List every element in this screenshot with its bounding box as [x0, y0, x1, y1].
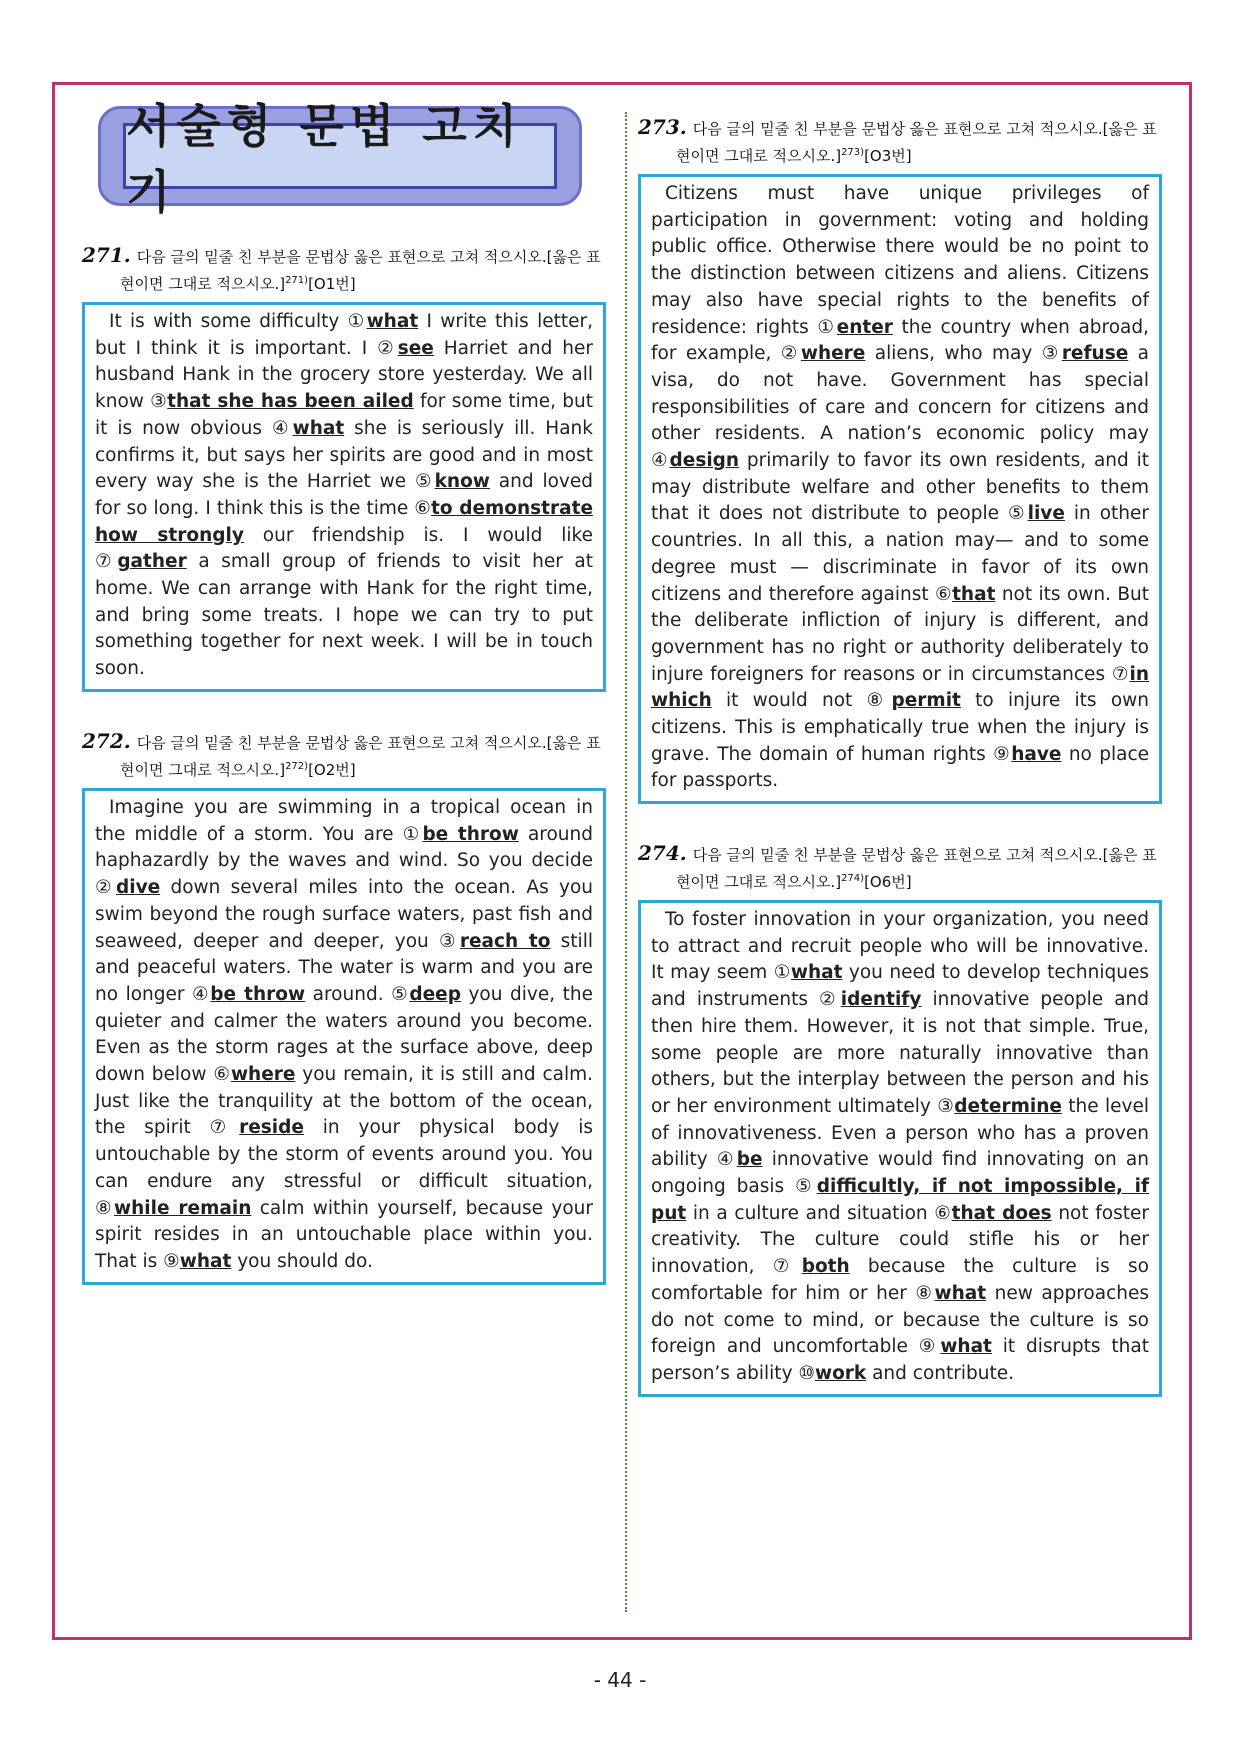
- question-instruction: 다음 글의 밑줄 친 부분을 문법상 옳은 표현으로 고쳐 적으시오.[옳은 표현이면 그대로 적으시오.]: [120, 734, 601, 779]
- passage-segment: new approaches do not come to mind, or because the culture is so foreign and uncomfortable ⑨: [651, 1282, 1149, 1358]
- underlined-expression: where: [800, 343, 866, 365]
- passage-segment: in your physical body is untouchable by the storm of events around you. You can endure any stressful or difficult situation, ⑧: [95, 1117, 593, 1219]
- passage-box: [82, 788, 606, 1285]
- question-272: [82, 730, 606, 1285]
- underlined-expression: be throw: [422, 823, 519, 845]
- underlined-expression: difficultly, if not impossible, if put: [651, 1176, 1149, 1224]
- underlined-expression: what: [292, 417, 345, 439]
- passage-segment: it would not ⑧: [711, 690, 892, 712]
- underlined-expression: see: [397, 337, 434, 359]
- underlined-expression: what: [179, 1250, 232, 1272]
- underlined-expression: that: [952, 583, 996, 605]
- underlined-expression: work: [814, 1362, 867, 1384]
- passage-text: [651, 907, 1149, 1388]
- passage-box: [638, 174, 1162, 804]
- underlined-expression: reach to: [459, 930, 551, 952]
- question-header: [82, 244, 606, 296]
- passage-segment: our friendship is. I would like ⑦: [95, 524, 593, 573]
- question-tag: [O2번]: [308, 761, 356, 779]
- passage-segment: down several miles into the ocean. As you swim beyond the rough surface waters, past fish and seaweed, deeper and deeper, you ③: [95, 877, 593, 952]
- question-instruction: 다음 글의 밑줄 친 부분을 문법상 옳은 표현으로 고쳐 적으시오.[옳은 표현이면 그대로 적으시오.]: [120, 248, 601, 293]
- passage-segment: calm within yourself, because your spirit resides in an untouchable place within you. That is ⑨: [95, 1197, 593, 1272]
- passage-segment: innovative people and then hire them. However, it is not that simple. True, some people are more naturally innovative than others, but the interplay between the person and his or her environment ultimately ③: [651, 989, 1150, 1117]
- question-number: 274.: [638, 841, 687, 865]
- passage-segment: no place for passports.: [651, 743, 1149, 792]
- passage-segment: not its own. But the deliberate infliction of injury is different, and government has no right or authority deliberately to injure foreigners for reasons or in circumstances ⑦: [651, 583, 1150, 685]
- title-banner: [98, 99, 582, 219]
- question-number: 271.: [82, 243, 131, 267]
- passage-segment: in a culture and situation ⑥: [686, 1202, 952, 1224]
- underlined-expression: enter: [836, 316, 893, 338]
- page-title: 서술형 문법 고치기: [123, 123, 557, 189]
- passage-segment: To foster innovation in your organization, you need to attract and recruit people who will be innovative. It may seem ①: [651, 909, 1149, 984]
- underlined-expression: know: [434, 471, 490, 493]
- question-273: [638, 116, 1162, 804]
- passage-segment: innovative would find innovating on an ongoing basis ⑤: [651, 1149, 1149, 1198]
- passage-segment: I write this letter, but I think it is important. I ②: [95, 311, 593, 359]
- question-header: [82, 730, 606, 782]
- underlined-expression: determine: [954, 1095, 1062, 1117]
- passage-box: [638, 900, 1162, 1397]
- passage-box: [82, 302, 606, 692]
- underlined-expression: reside: [239, 1117, 304, 1139]
- passage-segment: primarily to favor its own residents, and it may distribute welfare and other benefits to them that it does not distribute to people ⑤: [651, 450, 1149, 525]
- page-number: - 44 -: [593, 1668, 647, 1692]
- passage-segment: it disrupts that person’s ability ⑩: [651, 1336, 1149, 1384]
- passage-segment: Harriet and her husband Hank in the grocery store yesterday. We all know ③: [95, 337, 593, 413]
- underlined-expression: refuse: [1061, 343, 1129, 365]
- question-271: [82, 244, 606, 692]
- question-number: 273.: [638, 115, 687, 139]
- passage-segment: you dive, the quieter and calmer the waters around you become. Even as the storm rages at the surface above, deep down below ⑥: [95, 983, 594, 1086]
- passage-segment: Imagine you are swimming in a tropical ocean in the middle of a storm. You are ①: [95, 797, 593, 845]
- passage-text: [95, 795, 593, 1276]
- underlined-expression: while remain: [114, 1197, 252, 1219]
- passage-segment: you should do.: [231, 1250, 373, 1272]
- passage-segment: still and peaceful waters. The water is warm and you are no longer ④: [95, 930, 593, 1005]
- underlined-expression: deep: [409, 983, 461, 1005]
- underlined-expression: that she has been ailed: [167, 391, 414, 413]
- underlined-expression: what: [366, 311, 419, 332]
- passage-segment: to injure its own citizens. This is emphatically true when the injury is grave. The domain of human rights ⑨: [651, 690, 1149, 765]
- passage-segment: and loved for so long. I think this is the time ⑥: [95, 471, 593, 519]
- passage-segment: you need to develop techniques and instruments ②: [651, 962, 1149, 1011]
- question-header: [638, 842, 1162, 894]
- passage-segment: around haphazardly by the waves and wind. So you decide ②: [95, 823, 593, 899]
- underlined-expression: have: [1011, 743, 1062, 765]
- passage-segment: for some time, but it is now obvious ④: [95, 391, 593, 439]
- passage-segment: the country when abroad, for example, ②: [651, 316, 1150, 365]
- question-274: [638, 842, 1162, 1397]
- underlined-expression: identify: [840, 989, 922, 1011]
- question-tag: [O6번]: [864, 873, 912, 891]
- question-instruction: 다음 글의 밑줄 친 부분을 문법상 옳은 표현으로 고쳐 적으시오.[옳은 표현이면 그대로 적으시오.]: [676, 846, 1157, 891]
- question-tag: [O1번]: [308, 275, 356, 293]
- passage-segment: a small group of friends to visit her at home. We can arrange with Hank for the right time, and bring some treats. I hope we can try to put something together for next week. I will be in touch soon.: [95, 551, 594, 680]
- footnote-ref: 271): [285, 275, 309, 286]
- passage-segment: the level of innovativeness. Even a person who has a proven ability ④: [651, 1095, 1150, 1171]
- passage-segment: a visa, do not have. Government has special responsibilities of care and concern for citizens and other residents. A nation’s economic policy may ④: [651, 343, 1150, 472]
- underlined-expression: to demonstrate how strongly: [95, 497, 594, 546]
- underlined-expression: dive: [115, 877, 161, 899]
- passage-segment: It is with some difficulty ①: [109, 311, 367, 332]
- passage-segment: in other countries. In all this, a nation may— and to some degree must — discriminate in favor of its own citizens and therefore against ⑥: [651, 503, 1149, 605]
- underlined-expression: live: [1027, 503, 1065, 525]
- underlined-expression: what: [940, 1336, 992, 1358]
- underlined-expression: that does: [951, 1202, 1052, 1224]
- passage-segment: because the culture is so comfortable for him or her ⑧: [651, 1256, 1149, 1304]
- passage-text: [651, 181, 1149, 795]
- underlined-expression: permit: [891, 690, 961, 712]
- underlined-expression: what: [790, 962, 843, 984]
- question-header: [638, 116, 1162, 168]
- underlined-expression: design: [669, 450, 740, 472]
- passage-segment: aliens, who may ③: [865, 343, 1062, 365]
- footnote-ref: 274): [841, 873, 865, 884]
- passage-segment: she is seriously ill. Hank confirms it, but says her spirits are good and in most every way she is the Harriet we ⑤: [95, 417, 593, 493]
- question-tag: [O3번]: [864, 147, 912, 165]
- question-number: 272.: [82, 729, 131, 753]
- passage-text: [95, 309, 593, 683]
- underlined-expression: what: [934, 1282, 987, 1304]
- passage-segment: Citizens must have unique privileges of participation in government: voting and holding public office. Otherwise there would be no point to the distinction between citizens and aliens. Citizens may also have special rights to the benefits of residence: rights ①: [651, 183, 1149, 338]
- question-instruction: 다음 글의 밑줄 친 부분을 문법상 옳은 표현으로 고쳐 적으시오.[옳은 표현이면 그대로 적으시오.]: [676, 120, 1157, 165]
- passage-segment: not foster creativity. The culture could stifle his or her innovation, ⑦: [651, 1202, 1149, 1278]
- underlined-expression: be throw: [210, 983, 306, 1005]
- column-divider: [625, 112, 627, 1612]
- underlined-expression: gather: [117, 551, 187, 573]
- passage-segment: you remain, it is still and calm. Just like the tranquility at the bottom of the ocean, the spirit ⑦: [95, 1064, 593, 1139]
- underlined-expression: both: [801, 1256, 850, 1278]
- passage-segment: around. ⑤: [305, 983, 410, 1005]
- passage-segment: and contribute.: [866, 1362, 1014, 1384]
- footnote-ref: 272): [285, 761, 309, 772]
- underlined-expression: in which: [651, 663, 1149, 712]
- footnote-ref: 273): [841, 147, 865, 158]
- underlined-expression: where: [230, 1064, 296, 1086]
- underlined-expression: be: [736, 1149, 763, 1171]
